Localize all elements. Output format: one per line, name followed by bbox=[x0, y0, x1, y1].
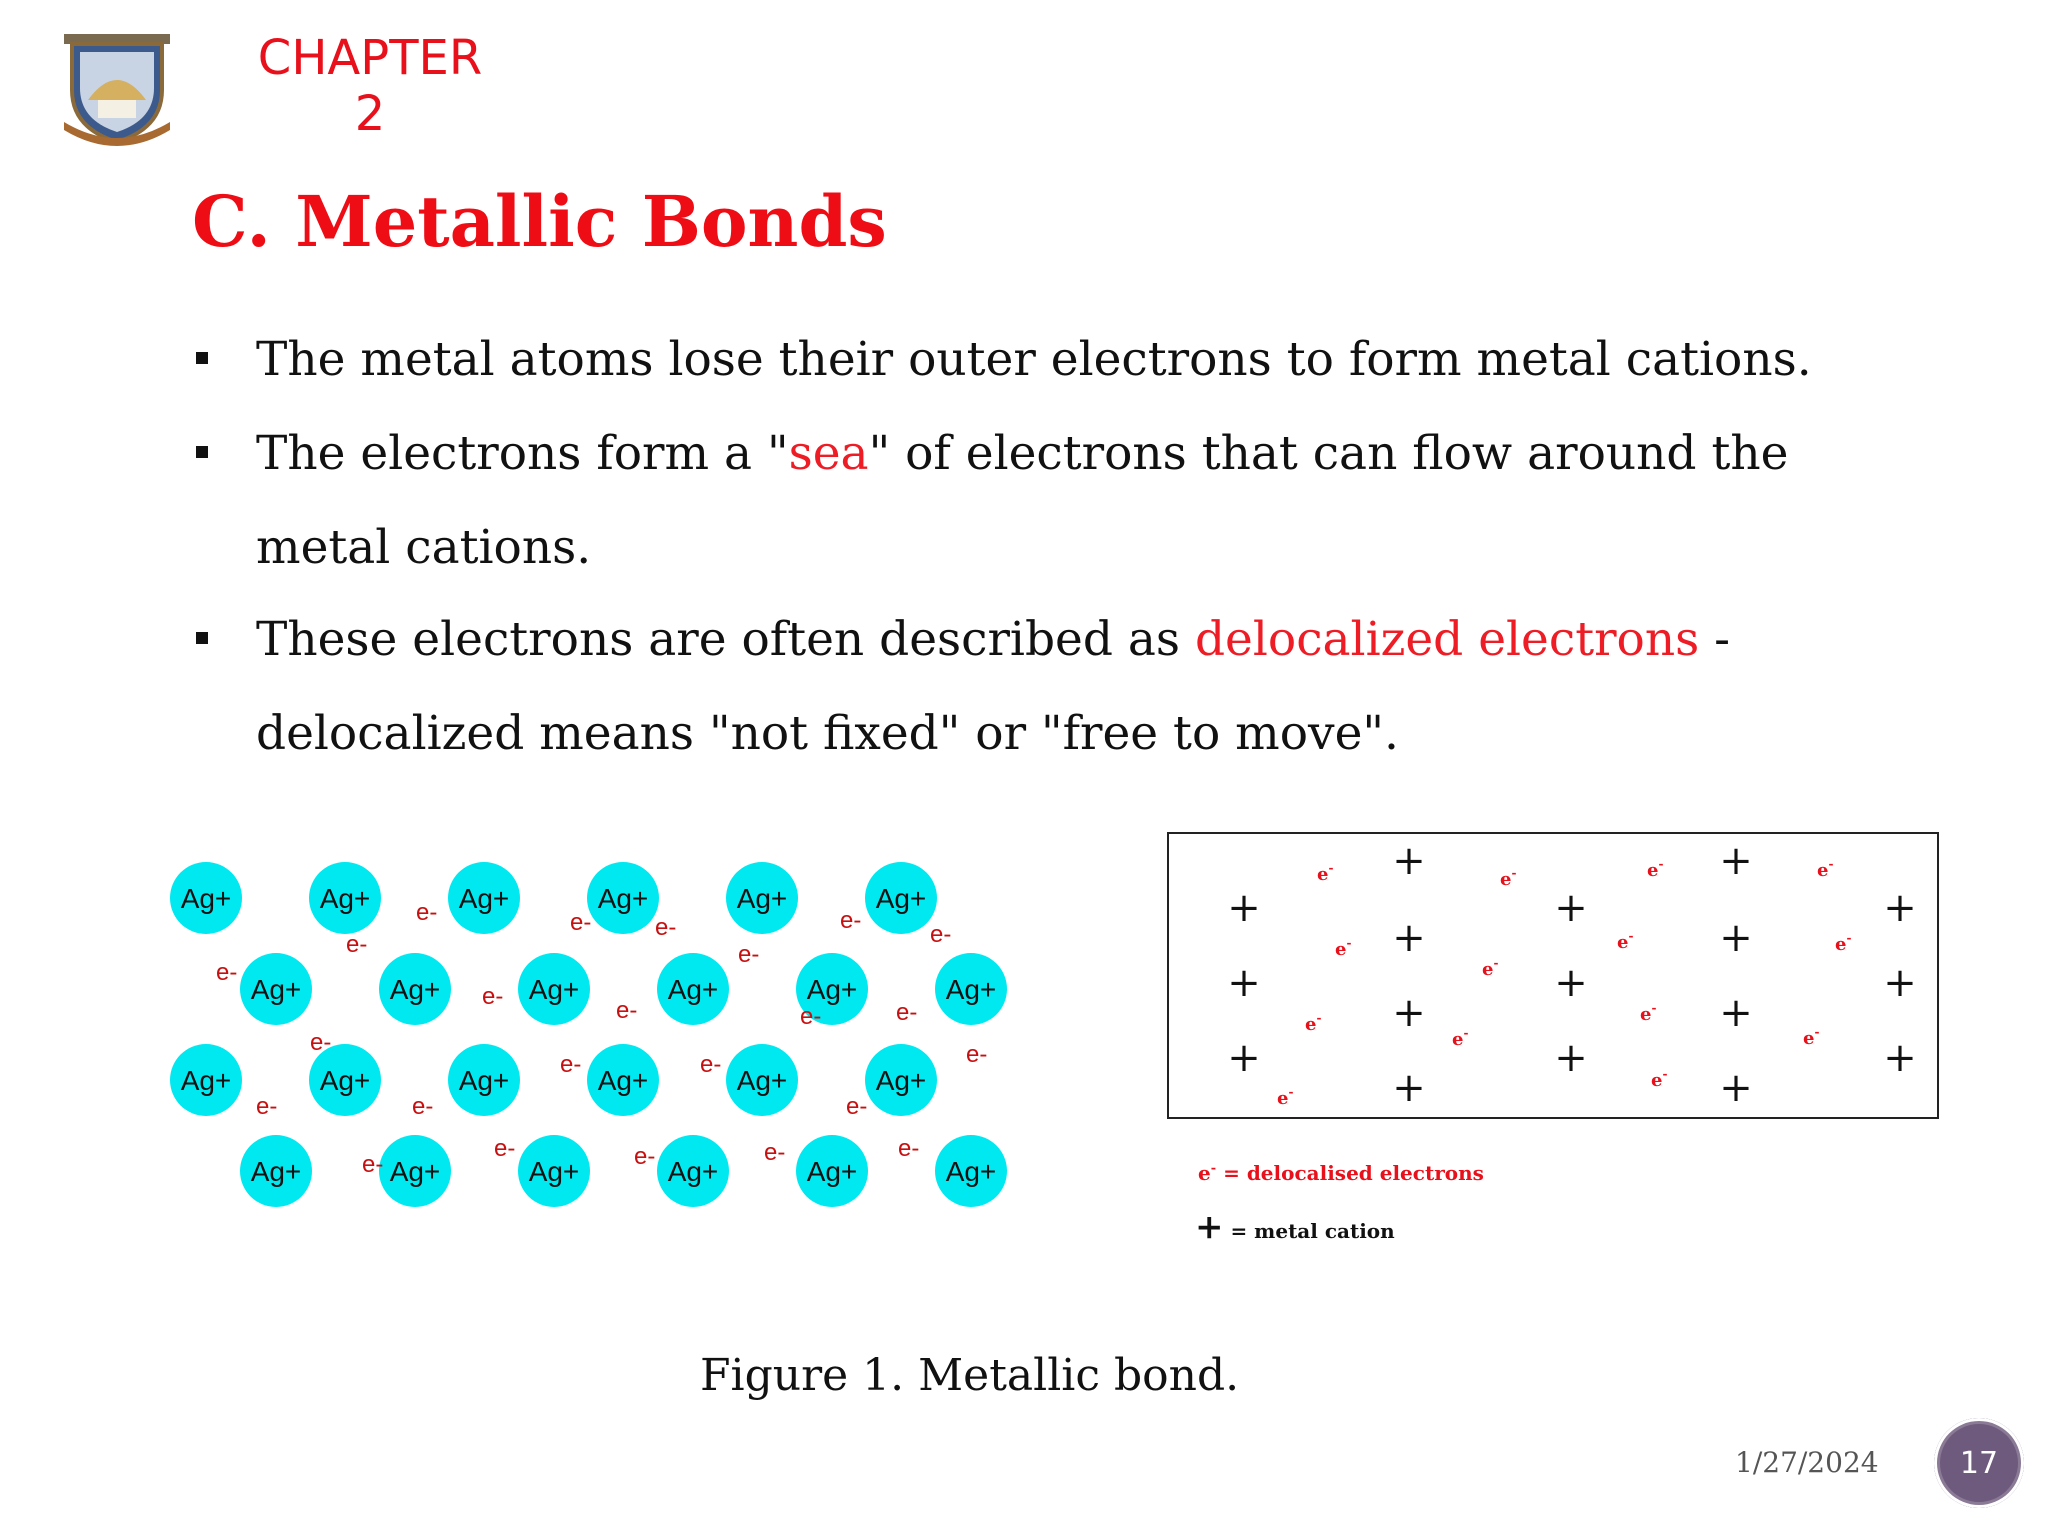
free-electron-label: e- bbox=[840, 907, 862, 934]
svg-text:Ag+: Ag+ bbox=[458, 1065, 510, 1096]
svg-text:Ag+: Ag+ bbox=[250, 1156, 302, 1187]
bullet-2-post: " of electrons that can flow around the bbox=[868, 426, 1789, 481]
free-electron-label: e- bbox=[570, 909, 592, 936]
silver-cation bbox=[240, 953, 312, 1025]
svg-text:Ag+: Ag+ bbox=[250, 974, 302, 1005]
bullet-marker bbox=[196, 632, 208, 644]
svg-text:Ag+: Ag+ bbox=[319, 1065, 371, 1096]
bullet-3-post: - bbox=[1699, 612, 1731, 667]
silver-cation bbox=[865, 1044, 937, 1116]
free-electron-label: e- bbox=[800, 1003, 822, 1030]
free-electron-label: e- bbox=[655, 914, 677, 941]
metal-cation-plus: + bbox=[1719, 1065, 1753, 1111]
free-electron-label: e- bbox=[764, 1139, 786, 1166]
silver-cation bbox=[170, 862, 242, 934]
metal-cation-plus: + bbox=[1227, 1035, 1261, 1081]
silver-cation bbox=[935, 1135, 1007, 1207]
silver-cation bbox=[170, 1044, 242, 1116]
silver-cation bbox=[518, 1135, 590, 1207]
svg-text:Ag+: Ag+ bbox=[736, 883, 788, 914]
delocalised-electron: e- bbox=[1817, 857, 1834, 881]
svg-text:Ag+: Ag+ bbox=[875, 1065, 927, 1096]
free-electron-label: e- bbox=[738, 941, 760, 968]
delocalised-electron: e- bbox=[1335, 936, 1352, 960]
silver-cation bbox=[587, 862, 659, 934]
free-electron-label: e- bbox=[700, 1051, 722, 1078]
metal-cation-plus: + bbox=[1883, 960, 1917, 1006]
free-electron-label: e- bbox=[966, 1041, 988, 1068]
bullet-marker bbox=[196, 352, 208, 364]
silver-cation bbox=[379, 1135, 451, 1207]
bullet-marker bbox=[196, 446, 208, 458]
bullet-3-line-1 bbox=[256, 612, 1730, 668]
delocalised-electron: e- bbox=[1651, 1067, 1668, 1091]
slide-date: 1/27/2024 bbox=[1735, 1446, 1879, 1479]
delocalised-electron: e- bbox=[1617, 929, 1634, 953]
free-electron-label: e- bbox=[216, 959, 238, 986]
delocalised-electron: e- bbox=[1317, 861, 1334, 885]
page-number-badge: 17 bbox=[1934, 1418, 2024, 1508]
silver-cation bbox=[726, 862, 798, 934]
chapter-label bbox=[220, 30, 520, 142]
svg-text:Ag+: Ag+ bbox=[389, 1156, 441, 1187]
delocalised-electron: e- bbox=[1452, 1026, 1469, 1050]
delocalised-electron: e- bbox=[1640, 1001, 1657, 1025]
delocalised-electron: e- bbox=[1647, 857, 1664, 881]
svg-text:Ag+: Ag+ bbox=[389, 974, 441, 1005]
svg-text:Ag+: Ag+ bbox=[528, 974, 580, 1005]
bullet-2-highlight: sea bbox=[788, 426, 869, 481]
silver-cation bbox=[657, 953, 729, 1025]
svg-text:Ag+: Ag+ bbox=[667, 1156, 719, 1187]
svg-text:Ag+: Ag+ bbox=[667, 974, 719, 1005]
metal-cation-plus: + bbox=[1392, 1065, 1426, 1111]
delocalised-electron: e- bbox=[1500, 866, 1517, 890]
silver-cation bbox=[865, 862, 937, 934]
free-electron-label: e- bbox=[412, 1093, 434, 1120]
metal-cation-plus: + bbox=[1554, 885, 1588, 931]
chapter-word: CHAPTER bbox=[257, 30, 483, 86]
figure-caption: Figure 1. Metallic bond. bbox=[700, 1350, 1240, 1401]
svg-text:Ag+: Ag+ bbox=[528, 1156, 580, 1187]
metal-cation-plus: + bbox=[1227, 960, 1261, 1006]
metal-cation-plus: + bbox=[1554, 1035, 1588, 1081]
metal-cation-plus: + bbox=[1392, 838, 1426, 884]
svg-text:Ag+: Ag+ bbox=[597, 883, 649, 914]
silver-lattice-diagram bbox=[160, 850, 1020, 1220]
slide-title: C. Metallic Bonds bbox=[192, 180, 887, 263]
metal-cation-plus: + bbox=[1554, 960, 1588, 1006]
svg-text:Ag+: Ag+ bbox=[875, 883, 927, 914]
silver-cation bbox=[309, 862, 381, 934]
metal-cation-plus: + bbox=[1883, 885, 1917, 931]
svg-text:Ag+: Ag+ bbox=[945, 974, 997, 1005]
bullet-2-line-1 bbox=[256, 426, 1788, 482]
electron-sea-diagram bbox=[1165, 830, 1945, 1260]
metal-cation-plus: + bbox=[1392, 915, 1426, 961]
legend-cation: + = metal cation bbox=[1195, 1207, 1395, 1247]
free-electron-label: e- bbox=[482, 983, 504, 1010]
bullet-3-pre: These electrons are often described as bbox=[256, 612, 1195, 667]
silver-cation bbox=[726, 1044, 798, 1116]
free-electron-label: e- bbox=[346, 931, 368, 958]
delocalised-electron: e- bbox=[1835, 931, 1852, 955]
silver-cation bbox=[796, 1135, 868, 1207]
free-electron-label: e- bbox=[310, 1029, 332, 1056]
silver-cation bbox=[240, 1135, 312, 1207]
silver-cation bbox=[448, 862, 520, 934]
bullet-2-pre: The electrons form a " bbox=[256, 426, 789, 481]
silver-cation bbox=[587, 1044, 659, 1116]
legend-electron: e- = delocalised electrons bbox=[1198, 1161, 1484, 1185]
metal-cation-plus: + bbox=[1719, 915, 1753, 961]
silver-cation bbox=[448, 1044, 520, 1116]
free-electron-label: e- bbox=[494, 1135, 516, 1162]
svg-text:Ag+: Ag+ bbox=[597, 1065, 649, 1096]
svg-text:Ag+: Ag+ bbox=[180, 1065, 232, 1096]
metal-cation-plus: + bbox=[1883, 1035, 1917, 1081]
silver-cation bbox=[379, 953, 451, 1025]
chapter-number: 2 bbox=[354, 86, 386, 142]
bullet-3-highlight: delocalized electrons bbox=[1194, 612, 1700, 667]
free-electron-label: e- bbox=[898, 1135, 920, 1162]
bullet-3-line-2: delocalized means "not fixed" or "free to move". bbox=[256, 706, 1399, 761]
bullet-2-line-2: metal cations. bbox=[256, 520, 592, 575]
metal-cation-plus: + bbox=[1719, 990, 1753, 1036]
free-electron-label: e- bbox=[362, 1151, 384, 1178]
university-logo-icon bbox=[58, 30, 176, 148]
svg-text:Ag+: Ag+ bbox=[319, 883, 371, 914]
free-electron-label: e- bbox=[616, 997, 638, 1024]
svg-text:Ag+: Ag+ bbox=[806, 1156, 858, 1187]
free-electron-label: e- bbox=[930, 921, 952, 948]
metal-cation-plus: + bbox=[1227, 885, 1261, 931]
free-electron-label: e- bbox=[256, 1093, 278, 1120]
svg-text:Ag+: Ag+ bbox=[458, 883, 510, 914]
metal-cation-plus: + bbox=[1719, 838, 1753, 884]
free-electron-label: e- bbox=[416, 899, 438, 926]
svg-text:Ag+: Ag+ bbox=[736, 1065, 788, 1096]
silver-cation bbox=[518, 953, 590, 1025]
delocalised-electron: e- bbox=[1277, 1085, 1294, 1109]
svg-text:Ag+: Ag+ bbox=[180, 883, 232, 914]
free-electron-label: e- bbox=[634, 1143, 656, 1170]
delocalised-electron: e- bbox=[1803, 1025, 1820, 1049]
svg-text:Ag+: Ag+ bbox=[806, 974, 858, 1005]
metal-cation-plus: + bbox=[1392, 990, 1426, 1036]
free-electron-label: e- bbox=[846, 1093, 868, 1120]
delocalised-electron: e- bbox=[1482, 956, 1499, 980]
free-electron-label: e- bbox=[560, 1051, 582, 1078]
silver-cation bbox=[935, 953, 1007, 1025]
bullet-1-text: The metal atoms lose their outer electrons to form metal cations. bbox=[256, 332, 1812, 387]
silver-cation bbox=[657, 1135, 729, 1207]
svg-text:Ag+: Ag+ bbox=[945, 1156, 997, 1187]
free-electron-label: e- bbox=[896, 999, 918, 1026]
delocalised-electron: e- bbox=[1305, 1011, 1322, 1035]
